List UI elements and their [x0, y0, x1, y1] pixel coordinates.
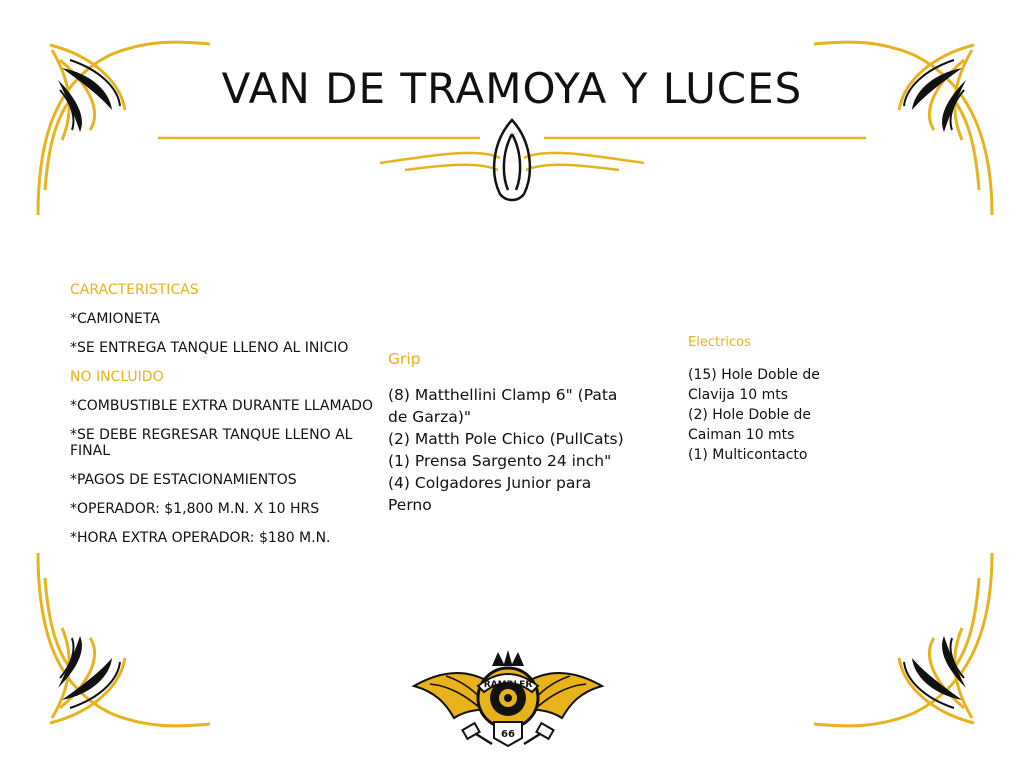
- no-incluido-heading: NO INCLUIDO: [70, 369, 164, 385]
- list-item: (1) Multicontacto: [688, 447, 808, 463]
- list-item: (4) Colgadores Junior para Perno: [388, 474, 592, 514]
- corner-ornament-bottom-left: [0, 548, 220, 768]
- list-item: *COMBUSTIBLE EXTRA DURANTE LLAMADO: [70, 398, 373, 414]
- list-item: *PAGOS DE ESTACIONAMIENTOS: [70, 472, 297, 488]
- list-item: *OPERADOR: $1,800 M.N. X 10 HRS: [70, 501, 320, 517]
- title-divider-ornament: [150, 118, 874, 208]
- corner-ornament-bottom-right: [804, 548, 1024, 768]
- grip-heading: Grip: [388, 350, 421, 368]
- rambler-66-logo: [410, 648, 606, 752]
- grip-column: [388, 348, 638, 516]
- electricos-heading: Electricos: [688, 335, 751, 350]
- page-title: VAN DE TRAMOYA Y LUCES: [221, 64, 803, 113]
- caracteristicas-heading: CARACTERISTICAS: [70, 282, 199, 298]
- list-item: (2) Hole Doble de Caiman 10 mts: [688, 407, 812, 443]
- electricos-column: [688, 333, 848, 465]
- caracteristicas-column: [70, 282, 400, 559]
- list-item: *CAMIONETA: [70, 311, 160, 327]
- list-item: *SE ENTREGA TANQUE LLENO AL INICIO: [70, 340, 349, 356]
- logo-number: 66: [501, 729, 515, 740]
- list-item: *SE DEBE REGRESAR TANQUE LLENO AL FINAL: [70, 427, 353, 459]
- list-item: (2) Matth Pole Chico (PullCats): [388, 430, 624, 448]
- list-item: (15) Hole Doble de Clavija 10 mts: [688, 367, 820, 403]
- list-item: *HORA EXTRA OPERADOR: $180 M.N.: [70, 530, 331, 546]
- logo-text: RAMBLER: [483, 680, 533, 690]
- list-item: (8) Matthellini Clamp 6" (Pata de Garza)": [388, 386, 618, 426]
- list-item: (1) Prensa Sargento 24 inch": [388, 452, 612, 470]
